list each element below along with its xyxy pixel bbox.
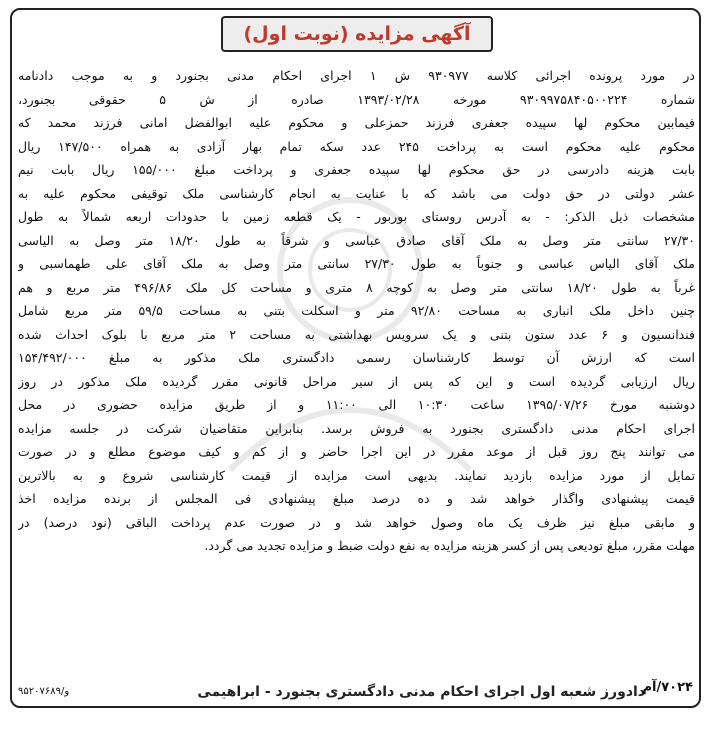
body-line: ملک آقای الیاس عباسی و جنوباً به طول ۲۷/۳۰ سانتی متر وصل به ملک آقای علی طهماسبی و xyxy=(18,256,695,271)
body-line: فندانسیون و ۶ عدد ستون بتنی و یک سرویس بهداشتی به مساحت ۲ متر مربع با بلوک احداث شده xyxy=(18,326,695,342)
body-line: دوشنبه مورخ ۱۳۹۵/۰۷/۲۶ ساعت ۱۰:۳۰ الی ۱۱:۰۰ و از طریق مزایده حضوری در محل xyxy=(18,397,695,412)
body-line: بابت هزینه دادرسی در حق محکوم لها سپیده جعفری و پرداخت مبلغ ۱۵۵/۰۰۰ ریال بابت نیم xyxy=(18,162,695,177)
body-line: فیمابین محکوم لها سپیده جعفری فرزند حمزعلی و محکوم علیه ابوالفضل امانی فرزند محمد که xyxy=(18,115,695,130)
body-line: است که ارزش آن توسط کارشناسان رسمی دادگستری ملک مذکور به مبلغ ۱۵۴/۴۹۲/۰۰۰ xyxy=(18,350,695,365)
body-line: غرباً به طول ۱۸/۲۰ سانتی متر وصل به کوچه ۸ متری و مساحت کل ملک ۴۹۶/۸۶ متر مربع و هم xyxy=(18,279,695,295)
body-line: می توانند پنج روز قبل از موعد مقرر در این اجرا حاضر و از کم و کیف موضوع مطلع و در صورت xyxy=(18,444,695,459)
notice-title: آگهی مزایده (نوبت اول) xyxy=(221,16,493,52)
body-line: و مابقی مبلغ نیز ظرف یک ماه وصول خواهد شد و در صورت عدم پرداخت الباقی (نود درصد) در xyxy=(18,514,695,530)
body-line: ریال ارزیابی گردیده است و این که پس از سیر مراحل قانونی مقرر گردیده ملک مذکور در روز xyxy=(18,373,695,389)
body-line: ۲۷/۳۰ سانتی متر وصل به ملک آقای صادق عباسی و شرقاً به طول ۱۸/۲۰ متر وصل به الیاسی xyxy=(18,232,695,248)
body-line: مشخصات ذیل الذکر: - به آدرس روستای بوربور - یک قطعه زمین با حدودات اربعه شمالاً به طول xyxy=(18,209,695,224)
body-line: چنین داخل ملک انباری به مساحت ۹۲/۸۰ متر و اسکلت بتنی به مساحت ۵۹/۵ متر مربع شامل xyxy=(18,303,695,318)
body-line: مهلت مقرر، مبلغ تودیعی پس از کسر هزینه مزایده به نفع دولت ضبط و مزایده تجدید می گردد. xyxy=(204,538,695,553)
body-line: عشر دولتی در حق دولت می باشد که با عنایت به انجام کارشناسی ملک توقیفی محکوم علیه به xyxy=(18,185,695,201)
notice-body xyxy=(18,64,695,674)
signature-line: دادورز شعبه اول اجرای احکام مدنی دادگستری بجنورد - ابراهیمی xyxy=(197,684,645,700)
reference-number: و/۹۵۲۰۷۶۸۹ xyxy=(18,686,70,697)
notice-code: ۷۰۲۴/آم xyxy=(642,680,693,695)
body-line: قیمت پیشنهادی واگذار خواهد شد و ده درصد مبلغ پیشنهادی فی المجلس از برنده مزایده اخذ xyxy=(18,491,695,506)
body-line: در مورد پرونده اجرائی کلاسه ۹۳۰۹۷۷ ش ۱ اجرای احکام مدنی بجنورد و به موجب دادنامه xyxy=(18,68,695,83)
body-line: اجرای احکام مدنی دادگستری بجنورد به فروش برسد. بنابراین متقاضیان شرکت در جلسه مزایده xyxy=(18,420,695,436)
body-line: تمایل از مورد مزایده بازدید نمایند. بدیهی است مزایده از قیمت کارشناسی شروع و به بالاترین xyxy=(18,467,695,483)
notice-footer xyxy=(14,678,699,706)
body-line: شماره ۹۳۰۹۹۷۵۸۴۰۵۰۰۲۲۴ مورخه ۱۳۹۳/۰۲/۲۸ صادره از ش ۵ حقوقی بجنورد، xyxy=(18,91,695,107)
body-line: محکوم علیه محکوم است به پرداخت ۲۴۵ عدد سکه تمام بهار آزادی به همراه ۱۴۷/۵۰۰ ریال xyxy=(18,138,695,154)
